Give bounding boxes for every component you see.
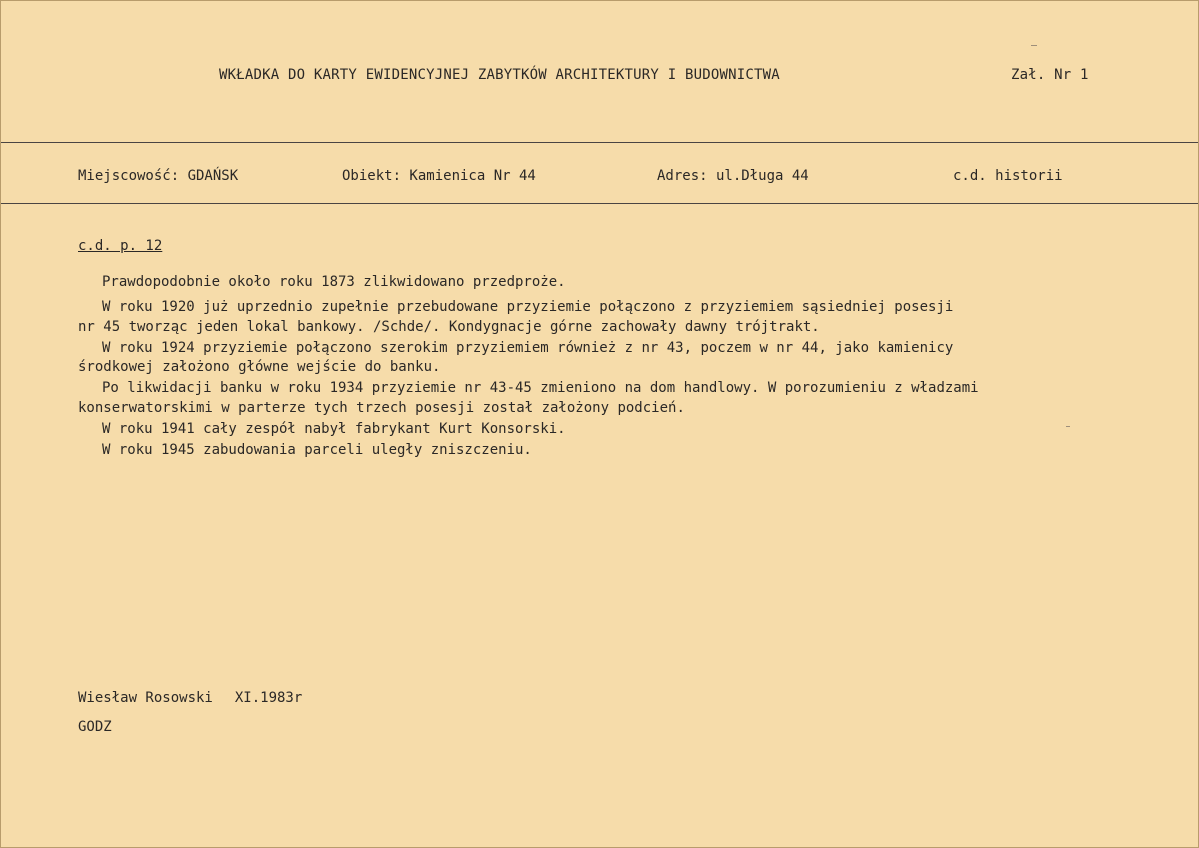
- object-field: Obiekt: Kamienica Nr 44: [342, 168, 536, 184]
- address-field: Adres: ul.Długa 44: [657, 168, 809, 184]
- history-line: W roku 1924 przyziemie połączono szerokim przyziemiem również z nr 43, poczem w nr 44, jako kamienicy: [102, 340, 954, 356]
- history-line: W roku 1945 zabudowania parceli uległy zniszczeniu.: [102, 442, 532, 458]
- history-line: konserwatorskimi w parterze tych trzech posesji został założony podcień.: [78, 400, 685, 416]
- author-name: Wiesław Rosowski: [78, 690, 213, 706]
- organization-code: GODZ: [78, 719, 112, 735]
- author-date: XI.1983r: [234, 690, 303, 706]
- history-line: Po likwidacji banku w roku 1934 przyziemie nr 43-45 zmieniono na dom handlowy. W porozumieniu z władzami: [102, 380, 979, 396]
- signature-line: [78, 690, 302, 706]
- history-line: W roku 1920 już uprzednio zupełnie przebudowane przyziemie połączono z przyziemiem sąsiedniej posesji: [102, 299, 954, 315]
- page-reference: c.d. p. 12: [78, 238, 163, 254]
- card-title: WKŁADKA DO KARTY EWIDENCYJNEJ ZABYTKÓW ARCHITEKTURY I BUDOWNICTWA: [219, 67, 780, 83]
- place-field: Miejscowość: GDAŃSK: [78, 168, 239, 184]
- history-line: nr 45 tworząc jeden lokal bankowy. /Schde/. Kondygnacje górne zachowały dawny trójtrakt.: [78, 319, 820, 335]
- history-line: W roku 1941 cały zespół nabył fabrykant Kurt Konsorski.: [102, 421, 566, 437]
- header-divider-top: [1, 142, 1198, 143]
- history-line: środkowej założono główne wejście do banku.: [78, 359, 441, 375]
- annex-number: Zał. Nr 1: [1011, 67, 1089, 83]
- paper-speck: [1031, 45, 1037, 46]
- paper-speck: [1066, 426, 1070, 427]
- history-line: Prawdopodobnie około roku 1873 zlikwidowano przedproże.: [102, 274, 566, 290]
- continuation-label: c.d. historii: [953, 168, 1063, 184]
- header-divider-bottom: [1, 203, 1198, 204]
